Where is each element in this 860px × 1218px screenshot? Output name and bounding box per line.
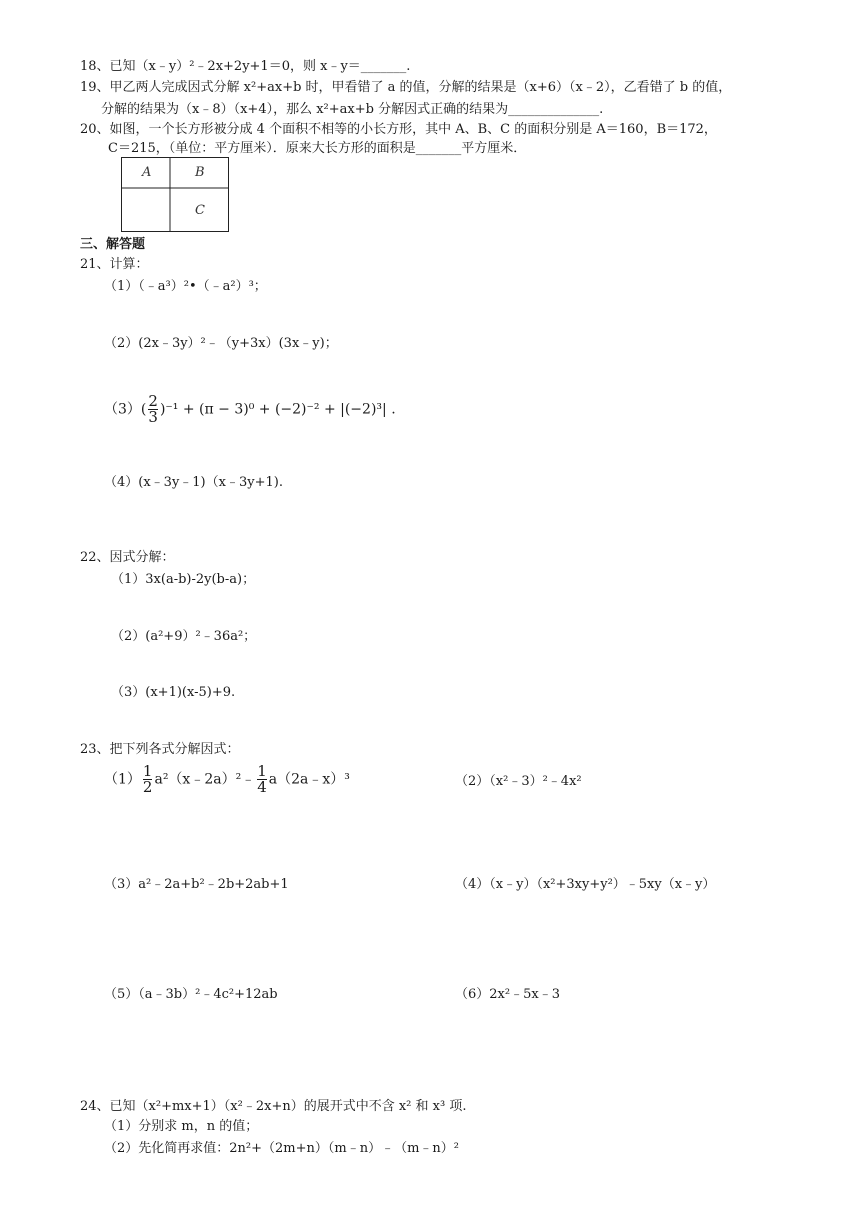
- question-21-title: 21、计算：: [80, 257, 149, 272]
- question-24-part-1: （1）分别求 m，n 的值；: [104, 1119, 259, 1134]
- outer-rectangle: [122, 158, 229, 232]
- question-23-part-2: （2）（x²﹣3）²﹣4x²: [455, 774, 582, 789]
- fraction-one-quarter: $\frac{1}{4}$: [257, 762, 267, 796]
- section-heading: 三、解答题: [80, 237, 146, 252]
- question-22-part-3: （3）(x+1)(x-5)+9.: [111, 685, 236, 700]
- question-22-part-2: （2）(a²+9）²﹣36a²；: [111, 629, 257, 644]
- rectangle-diagram: [121, 157, 229, 232]
- fraction-two-thirds: $\frac{2}{3}$: [148, 392, 158, 426]
- question-19-line-2: 分解的结果为（x﹣8）（x+4），那么 x²+ax+b 分解因式正确的结果为______________.: [101, 102, 604, 117]
- question-20-line-2: C＝215，（单位：平方厘米）．原来大长方形的面积是_______平方厘米．: [108, 141, 527, 156]
- question-23-part-4: （4）（x﹣y）（x²+3xy+y²）﹣5xy（x﹣y）: [455, 877, 716, 892]
- question-24-part-2: （2）先化简再求值：2n²+（2m+n）（m﹣n）﹣（m﹣n）²: [104, 1141, 459, 1156]
- part-3-expression: )⁻¹ + (π − 3)⁰ + (−2)⁻² + |(−2)³| .: [159, 401, 396, 418]
- question-21-part-2: （2）(2x﹣3y）²﹣（y+3x）(3x﹣y)；: [104, 336, 338, 351]
- question-21-part-4: （4）(x﹣3y﹣1)（x﹣3y+1).: [104, 475, 283, 490]
- question-22-title: 22、因式分解：: [80, 550, 175, 565]
- cell-label-a: A: [142, 165, 152, 180]
- rectangle-grid: [121, 157, 229, 232]
- fraction-one-half: $\frac{1}{2}$: [142, 762, 153, 796]
- question-21-part-1: （1）（﹣a³）²•（﹣a²）³；: [104, 279, 267, 294]
- question-21-part-3: （3）( $\frac{2}{3}$ )⁻¹ + (π − 3)⁰ + (−2)⁻² + |(−2)³| .: [104, 392, 396, 426]
- question-22-part-1: （1）3x(a-b)-2y(b-a)；: [111, 572, 256, 587]
- question-19-line-1: 19、甲乙两人完成因式分解 x²+ax+b 时，甲看错了 a 的值，分解的结果是（x+6）（x﹣2），乙看错了 b 的值，: [80, 80, 732, 95]
- question-23-part-3: （3）a²﹣2a+b²﹣2b+2ab+1: [104, 877, 289, 892]
- question-23-part-5: （5）（a﹣3b）²﹣4c²+12ab: [104, 987, 278, 1002]
- cell-label-c: C: [195, 203, 205, 218]
- question-18: 18、已知（x﹣y）²﹣2x+2y+1＝0，则 x﹣y＝_______.: [80, 59, 411, 74]
- cell-label-b: B: [195, 165, 205, 180]
- part-3-prefix: （3）: [104, 401, 141, 418]
- question-23-part-6: （6）2x²﹣5x﹣3: [455, 987, 560, 1002]
- question-20-line-1: 20、如图，一个长方形被分成 4 个面积不相等的小长方形，其中 A、B、C 的面积分别是 A＝160，B＝172，: [80, 122, 717, 137]
- question-23-title: 23、把下列各式分解因式：: [80, 742, 240, 757]
- question-24-title: 24、已知（x²+mx+1）（x²﹣2x+n）的展开式中不含 x² 和 x³ 项.: [80, 1099, 467, 1114]
- question-23-part-1: （1） $\frac{1}{2}$ a²（x﹣2a）²﹣ $\frac{1}{4}$ a（2a﹣x）³: [104, 762, 350, 796]
